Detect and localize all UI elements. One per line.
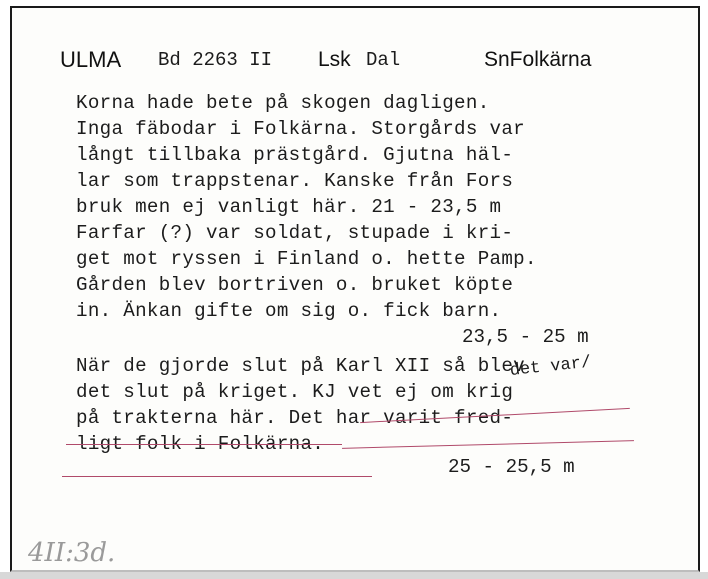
pencil-annotation: 4II:3d.	[28, 538, 116, 568]
text-line: När de gjorde slut på Karl XII så blev	[76, 355, 525, 377]
text-line: Korna hade bete på skogen dagligen.	[76, 92, 490, 114]
text-line: in. Änkan gifte om sig o. fick barn.	[76, 300, 502, 322]
recording-range: 23,5 - 25 m	[462, 326, 589, 348]
archive-code: ULMA	[60, 47, 122, 72]
card-edge-shadow	[0, 572, 708, 579]
text-line: ligt folk i Folkärna.	[76, 433, 325, 455]
volume-reference: Bd 2263 II	[158, 49, 273, 71]
parish-name: SnFolkärna	[484, 48, 592, 71]
text-line: lar som trappstenar. Kanske från Fors	[76, 170, 514, 192]
typed-insertion: det var/	[508, 353, 593, 381]
underline-mark	[62, 476, 372, 477]
text-line: det slut på kriget. KJ vet ej om krig	[76, 381, 514, 403]
text-line: bruk men ej vanligt här. 21 - 23,5 m	[76, 196, 502, 218]
collector-code: Lsk	[318, 48, 351, 71]
text-line: Gården blev bortriven o. bruket köpte	[76, 274, 514, 296]
underline-mark	[66, 444, 342, 445]
text-line: långt tillbaka prästgård. Gjutna häl-	[76, 144, 514, 166]
recording-range: 25 - 25,5 m	[448, 456, 575, 478]
text-line: get mot ryssen i Finland o. hette Pamp.	[76, 248, 537, 270]
text-line: Farfar (?) var soldat, stupade i kri-	[76, 222, 514, 244]
text-line: på trakterna här. Det har varit fred-	[76, 407, 514, 429]
text-line: Inga fäbodar i Folkärna. Storgårds var	[76, 118, 525, 140]
region-name: Dal	[366, 49, 401, 71]
